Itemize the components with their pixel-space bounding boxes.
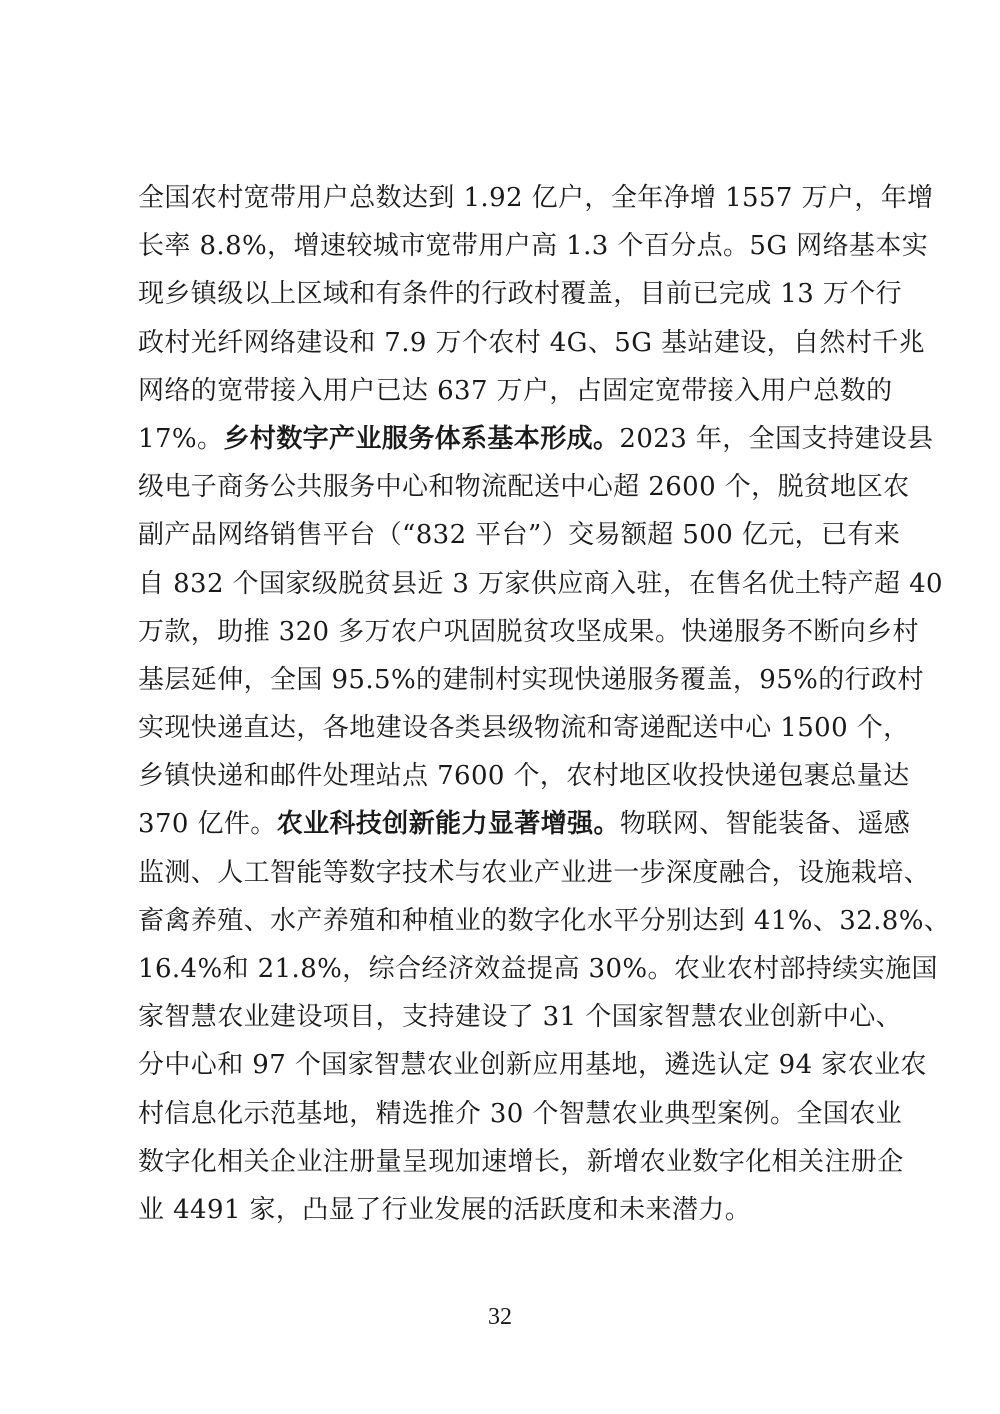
text-run: 业 4491 家，凸显了行业发展的活跃度和未来潜力。 (138, 1194, 752, 1225)
page-number: 32 (488, 1304, 512, 1330)
text-run: 物联网、智能装备、遥感 (619, 809, 911, 840)
text-run: 万款，助推 320 多万农户巩固脱贫攻坚成果。快递服务不断向乡村 (138, 616, 919, 647)
text-line (138, 174, 934, 222)
text-line (138, 656, 924, 704)
text-run: 乡镇快递和邮件处理站点 7600 个，农村地区收投快递包裹总量达 (138, 761, 910, 792)
text-run: 现乡镇级以上区域和有条件的行政村覆盖，目前已完成 13 万个行 (138, 279, 903, 310)
text-line (138, 560, 943, 608)
text-run: 级电子商务公共服务中心和物流配送中心超 2600 个，脱贫地区农 (138, 472, 910, 503)
text-run: 长率 8.8%，增速较城市宽带用户高 1.3 个百分点。5G 网络基本实 (138, 231, 929, 262)
text-line (138, 415, 934, 463)
body-text (138, 174, 951, 1234)
text-line (138, 849, 931, 897)
text-run: 数字化相关企业注册量呈现加速增长，新增农业数字化相关注册企 (138, 1146, 904, 1177)
text-run: 家智慧农业建设项目，支持建设了 31 个国家智慧农业创新中心、 (138, 1002, 903, 1033)
text-run: 全国农村宽带用户总数达到 1.92 亿户，全年净增 1557 万户，年增 (138, 183, 934, 213)
text-line (138, 367, 893, 415)
text-line (138, 1186, 864, 1234)
text-line (138, 1090, 903, 1138)
text-line (138, 270, 903, 318)
text-run: 村信息化示范基地，精选推介 30 个智慧农业典型案例。全国农业 (138, 1098, 903, 1129)
text-run: 网络的宽带接入用户已达 637 万户，占固定宽带接入用户总数的 (138, 375, 893, 406)
text-run: 监测、人工智能等数字技术与农业产业进一步深度融合，设施栽培、 (138, 857, 931, 888)
text-line (138, 945, 938, 993)
text-run: 17%。 (138, 423, 224, 454)
text-line (138, 752, 910, 800)
text-line (138, 704, 910, 752)
text-line (138, 1138, 904, 1186)
text-line (138, 800, 911, 848)
text-line (138, 608, 919, 656)
text-run: 2023 年，全国支持建设县 (619, 423, 934, 454)
text-run: 基层延伸，全国 95.5%的建制村实现快递服务覆盖，95%的行政村 (138, 664, 924, 695)
text-run: 16.4%和 21.8%，综合经济效益提高 30%。农业农村部持续实施国 (138, 954, 938, 984)
text-run: 分中心和 97 个国家智慧农业创新应用基地，遴选认定 94 家农业农 (138, 1050, 927, 1081)
text-line (138, 1041, 927, 1089)
bold-heading-run: 乡村数字产业服务体系基本形成。 (223, 423, 620, 454)
text-line (138, 993, 903, 1041)
text-line (138, 319, 926, 367)
text-line (138, 897, 951, 945)
bold-heading-run: 农业科技创新能力显著增强。 (276, 809, 620, 840)
text-run: 实现快递直达，各地建设各类县级物流和寄递配送中心 1500 个， (138, 713, 910, 744)
text-line (138, 511, 901, 559)
text-run: 370 亿件。 (138, 809, 277, 840)
text-line (138, 463, 910, 511)
text-run: 自 832 个国家级脱贫县近 3 万家供应商入驻，在售名优土特产超 40 (138, 568, 943, 599)
text-line (138, 222, 929, 270)
text-run: 副产品网络销售平台（“832 平台”）交易额超 500 亿元，已有来 (138, 520, 901, 551)
text-run: 政村光纤网络建设和 7.9 万个农村 4G、5G 基站建设，自然村千兆 (138, 327, 926, 358)
text-run: 畜禽养殖、水产养殖和种植业的数字化水平分别达到 41%、32.8%、 (138, 905, 951, 936)
